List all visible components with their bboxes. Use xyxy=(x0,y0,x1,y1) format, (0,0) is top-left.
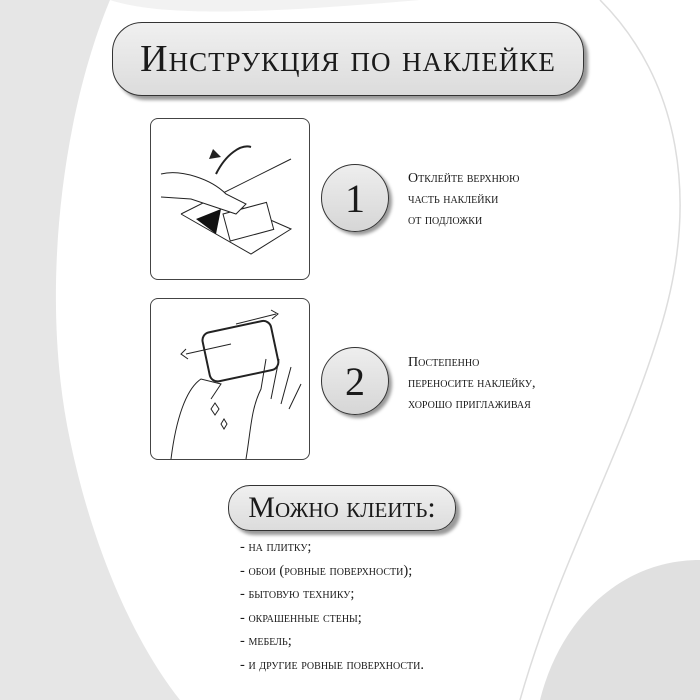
step-1-line: часть наклейки xyxy=(408,192,499,207)
step-1-number: 1 xyxy=(321,164,389,232)
step-2-line: переносите наклейку, xyxy=(408,376,536,391)
list-item: - мебель; xyxy=(240,633,292,649)
step-1-text xyxy=(408,168,519,231)
surfaces-heading: Можно клеить: xyxy=(228,485,456,531)
page-title: Инструкция по наклейке xyxy=(112,22,584,96)
step-1-line: Отклейте верхнюю xyxy=(408,171,520,186)
list-item: - на плитку; xyxy=(240,539,312,555)
step-2-illustration xyxy=(150,298,310,460)
step-2-line: Постепенно xyxy=(408,355,480,370)
list-item: - обои (ровные поверхности); xyxy=(240,562,413,579)
step-2-number: 2 xyxy=(321,347,389,415)
peel-sticker-icon xyxy=(151,119,309,279)
step-2-line: хорошо приглаживая xyxy=(408,397,531,412)
list-item: - бытовую технику; xyxy=(240,586,355,602)
step-2-text xyxy=(408,352,535,415)
smooth-sticker-icon xyxy=(151,299,309,459)
step-1-line: от подложки xyxy=(408,213,483,228)
list-item: - и другие ровные поверхности. xyxy=(240,656,424,673)
list-item: - окрашенные стены; xyxy=(240,609,362,626)
step-1-illustration xyxy=(150,118,310,280)
surfaces-list xyxy=(240,536,424,677)
